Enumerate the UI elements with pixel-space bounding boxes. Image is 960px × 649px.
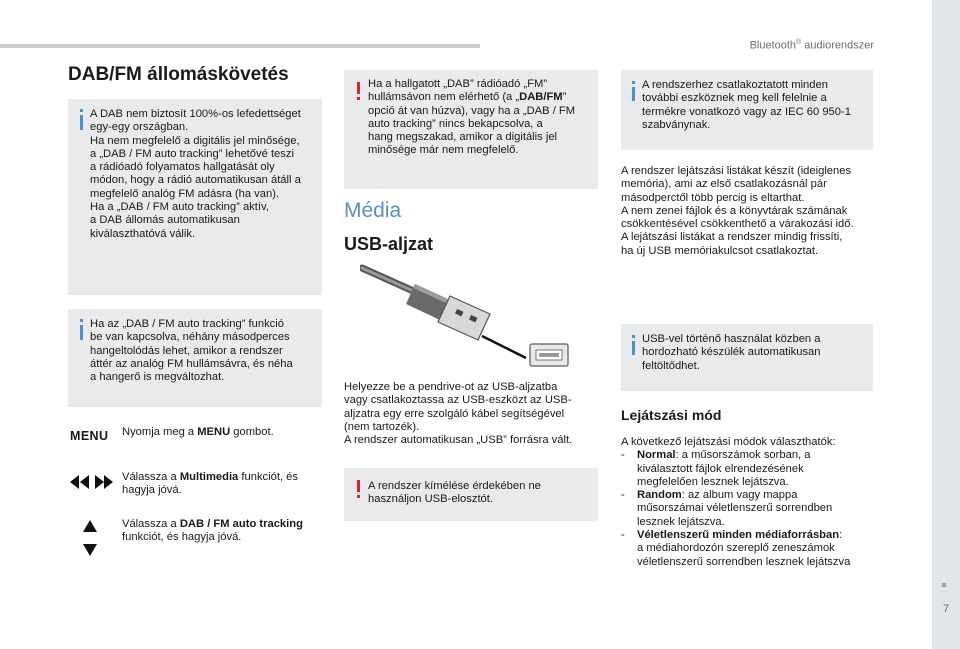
playback-modes: A következő lejátszási módok választhatók: - Normal: a műsorszámok sorban, a kiválasztott fájlok elrendezésének megfelelően lesznek lejátszva. - Random: az album vagy mappa műsorszámai véletlenszerű sorrendben lesznek lejátszva. - Véletlenszerű minden médiaforrásban: a médiahordozón szereplő zeneszámok véletlenszerű sorrendben lesznek lejátszva bbox=[621, 436, 883, 569]
warning-box-dab-fm bbox=[344, 70, 598, 189]
warning-icon bbox=[357, 480, 360, 492]
playlist-paragraph: A rendszer lejátszási listákat készít (ideiglenes memória), ami az első csatlakozásnál pár másodperctől több percig is eltarthat. A nem zenei fájlok és a könyvtárak számának csökkentésével csökkenthető a várakozási idő. A lejátszási listákat a rendszer mindig frissíti, ha új USB memóriakulcsot csatlakoztat. bbox=[621, 165, 854, 257]
step-select-auto-tracking: Válassza a DAB / FM auto tracking funkciót, és hagyja jóvá. bbox=[122, 518, 303, 544]
info-box-charging bbox=[621, 324, 873, 391]
info-icon-bar bbox=[80, 325, 83, 340]
info-icon bbox=[632, 81, 635, 84]
left-right-arrows-icon bbox=[70, 475, 114, 489]
info-icon-bar bbox=[632, 341, 635, 355]
page-number: 7 bbox=[942, 603, 950, 615]
list-item: - Véletlenszerű minden médiaforrásban: a médiahordozón szereplő zeneszámok véletlenszerű sorrendben lesznek lejátszva bbox=[621, 529, 851, 568]
page-header: Bluetooth® audiorendszer bbox=[749, 39, 874, 52]
info-box-dab-coverage bbox=[68, 99, 322, 295]
step-press-menu: Nyomja meg a MENU gombot. bbox=[122, 426, 274, 438]
info-text: USB-vel történő használat közben a hordozható készülék automatikusan feltöltődhet. bbox=[642, 333, 821, 372]
page-marker bbox=[942, 583, 946, 587]
info-text: Ha az „DAB / FM auto tracking” funkció be van kapcsolva, néhány másodperces hangeltolódás lehet, amikor a rendszer áttér az analóg FM hullámsávra, és néha a hangerő is megváltozhat. bbox=[90, 318, 293, 384]
top-rule bbox=[0, 44, 480, 48]
list-item: - Normal: a műsorszámok sorban, a kiválasztott fájlok elrendezésének megfelelően lesznek lejátszva. bbox=[621, 449, 811, 488]
usb-instructions: Helyezze be a pendrive-ot az USB-aljzatba vagy csatlakoztassa az USB-eszközt az USB- aljzatra egy erre szolgáló kábel segítségével (nem tartozék). A rendszer automatikusan „USB” forrásra vált. bbox=[344, 381, 573, 447]
right-margin-strip bbox=[932, 0, 960, 649]
info-icon-bar bbox=[80, 115, 83, 130]
section-title-usb: USB-aljzat bbox=[344, 234, 434, 254]
warning-icon-dot bbox=[357, 97, 360, 100]
info-icon-bar bbox=[632, 87, 635, 101]
list-item: - Random: az album vagy mappa műsorszámai véletlenszerű sorrendben lesznek lejátszva. bbox=[621, 489, 833, 528]
warning-text: Ha a hallgatott „DAB” rádióadó „FM” hullámsávon nem elérhető (a „DAB/FM” opció át van húzva), vagy ha a „DAB / FM auto tracking” nincs bekapcsolva, a hang megszakad, amikor a digitális jel minősége már nem megfelelő. bbox=[368, 78, 576, 157]
info-box-iec bbox=[621, 70, 873, 150]
chapter-title-media: Média bbox=[344, 199, 402, 222]
info-text: A DAB nem biztosít 100%-os lefedettséget egy-egy országban. Ha nem megfelelő a digitális jel minősége, a „DAB / FM auto tracking” lehetővé teszi a rádióadó folyamatos hallgatását oly módon, hogy a rádió automatikusan átáll a megfelelő analóg FM adásra (ha van). Ha a „DAB / FM auto tracking” aktív, a DAB állomás automatikusan kiválaszthatóvá válik. bbox=[90, 108, 301, 240]
info-text: A rendszerhez csatlakoztatott minden további eszköznek meg kell felelnie a termékre vonatkozó vagy az IEC 60 950-1 szabványnak. bbox=[642, 79, 851, 131]
up-down-arrows-icon bbox=[82, 520, 98, 556]
info-icon bbox=[80, 319, 83, 322]
warning-text: A rendszer kímélése érdekében ne használjon USB-elosztót. bbox=[368, 480, 541, 506]
section-title-playback-mode: Lejátszási mód bbox=[621, 407, 722, 423]
usb-plug-illustration bbox=[360, 264, 580, 374]
warning-icon-dot bbox=[357, 495, 360, 498]
warning-box-usb-hub bbox=[344, 468, 598, 521]
info-box-sound-shift bbox=[68, 309, 322, 407]
section-title: DAB/FM állomáskövetés bbox=[68, 64, 289, 85]
info-icon bbox=[80, 109, 83, 112]
info-icon bbox=[632, 335, 635, 338]
warning-icon bbox=[357, 82, 360, 94]
step-select-multimedia: Válassza a Multimedia funkciót, és hagyja jóvá. bbox=[122, 471, 298, 497]
menu-button-glyph: MENU bbox=[70, 429, 109, 443]
